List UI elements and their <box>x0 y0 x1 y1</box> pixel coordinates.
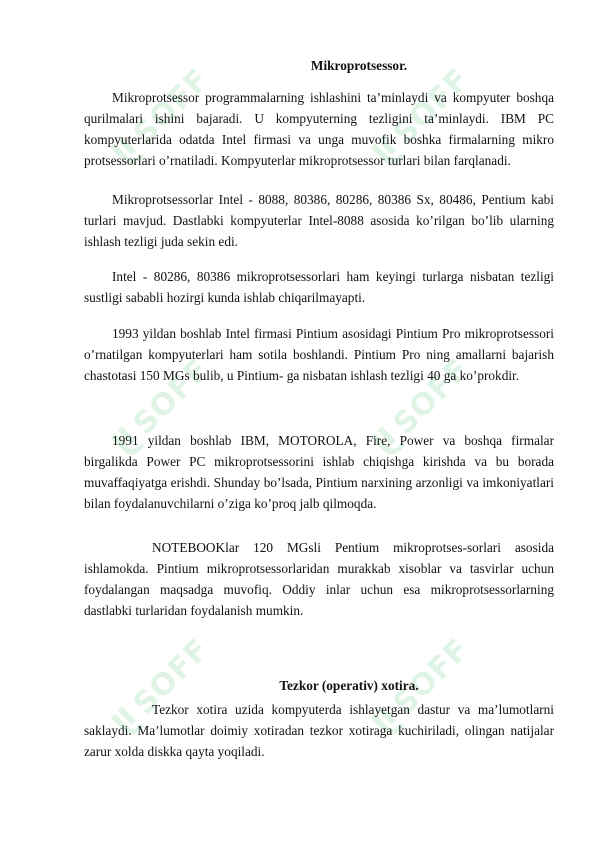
watermark-text: SOFF <box>126 61 217 152</box>
paragraph: Mikroprotsessor programmalarning ishlashini ta’minlaydi va kompyuter boshqa qurilmalari ishini bajaradi. U kompyuterning tezligini ta’minlaydi. IBM PC kompyuterlarida odatda Intel firmasi va unga muvofik boshka firmalarning mikro protsessorlari o’rnatiladi. Kompyuterlar mikroprotsessor turlari bilan farqlanadi. <box>84 90 554 168</box>
watermark-text: SOFF <box>386 351 477 442</box>
paragraph: Mikroprotsessorlar Intel - 8088, 80386, 80286, 80386 Sx, 80486, Pentium kabi turlari mavjud. Dastlabki kompyuterlar Intel-8088 asosida ko’rilgan bo’lib ularning ishlash tezligi juda sekin edi. <box>84 192 554 249</box>
watermark-text: SOFF <box>126 631 217 722</box>
watermark-text: SOFF <box>126 351 217 442</box>
paragraph: 1993 yildan boshlab Intel firmasi Pintium asosidagi Pintium Pro mikroprotsessori o’rnatilgan kompyuterlari ham sotila boshlandi. Pintium Pro ning amallarni bajarish chastotasi 150 MGs bulib, u Pintium- ga nisbatan ishlash tezligi 40 ga ko’prokdir. <box>84 326 554 383</box>
paragraph: 1991 yildan boshlab IBM, MOTOROLA, Fire, Power va boshqa firmalar birgalikda Power PC mikroprotsessorini ishlab chiqishga kirishda va bu borada muvaffaqiyatga erishdi. Shunday bo’lsada, Pintium narxining arzonligi va imkoniyatlari bilan foydalanuvchilarni o’ziga ko’proq jalb qilmoqda. <box>84 433 554 511</box>
watermark-text: SOFF <box>386 61 477 152</box>
watermark-text: SOFF <box>386 631 477 722</box>
paragraph: Intel - 80286, 80386 mikroprotsessorlari ham keyingi turlarga nisbatan tezligi sustligi sababli hozirgi kunda ishlab chiqarilmayapti. <box>84 269 554 305</box>
section-heading-microprocessor: Mikroprotsessor. <box>310 58 408 73</box>
section-heading-ram: Tezkor (operativ) xotira. <box>279 678 419 693</box>
paragraph: Tezkor xotira uzida kompyuterda ishlayetgan dastur va ma’lumotlarni saklaydi. Ma’lumotlar doimiy xotiradan tezkor xotiraga kuchiriladi, olingan natijalar zarur xolda diskka qayta yoqiladi. <box>84 702 554 759</box>
paragraph: NOTEBOOKlar 120 MGsli Pentium mikroprotses-sorlari asosida ishlamokda. Pintium mikroprotsessorlaridan murakkab xisoblar va tasvirlar uchun foydalangan maqsadga muvofiq. Oddiy inlar uchun esa mikroprotsessorlarning dastlabki turlaridan foydalanish mumkin. <box>84 540 554 618</box>
